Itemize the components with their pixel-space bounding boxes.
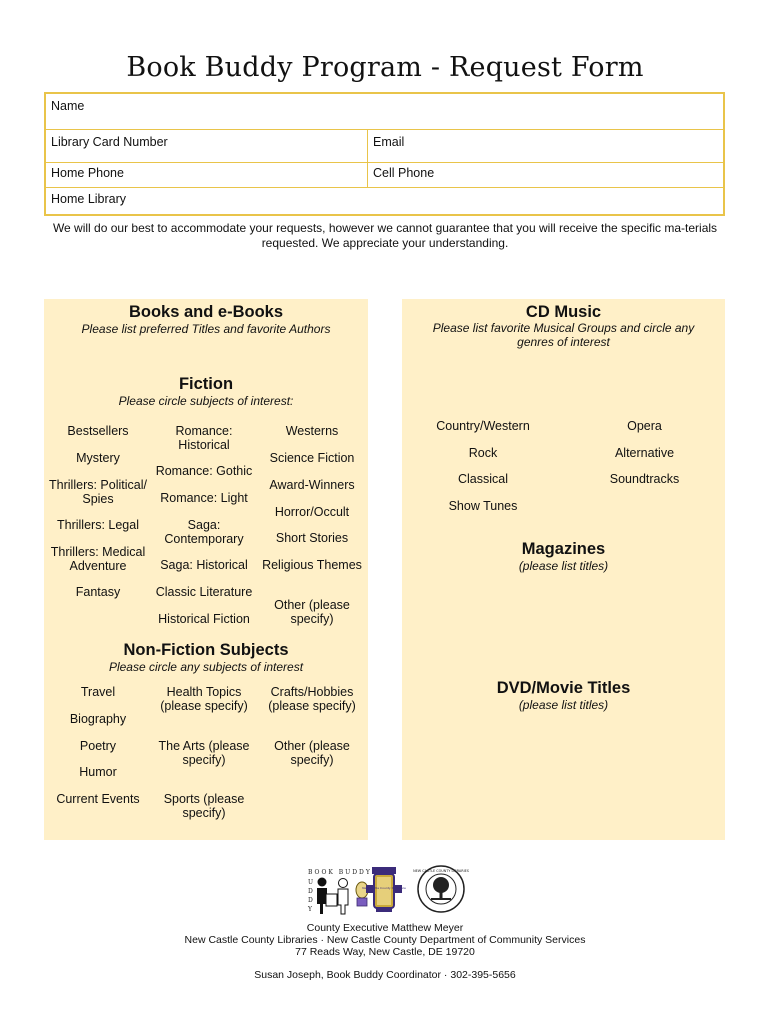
fiction-option[interactable]: Westerns xyxy=(285,424,339,438)
fiction-option[interactable]: Other (please specify) xyxy=(274,598,350,626)
nonfiction-option[interactable]: Humor xyxy=(79,765,117,779)
county-seal-logo xyxy=(362,867,406,913)
fiction-option[interactable]: Religious Themes xyxy=(262,558,362,572)
cd-heading: CD Music xyxy=(525,303,602,321)
phone-row xyxy=(46,163,723,188)
magazines-heading: Magazines xyxy=(521,540,606,558)
fiction-option[interactable]: Romance: Light xyxy=(160,491,248,505)
cd-genre-option[interactable]: Alternative xyxy=(614,446,675,460)
card-email-row xyxy=(46,130,723,163)
cell-phone-field[interactable]: Cell Phone xyxy=(367,163,723,187)
home-library-field[interactable]: Home Library xyxy=(51,192,127,206)
book-buddy-wordmark: BOOK BUDDY xyxy=(308,869,372,876)
nonfiction-option[interactable]: Crafts/Hobbies (please specify) xyxy=(268,685,356,713)
cd-genre-option[interactable]: Soundtracks xyxy=(609,472,680,486)
magazines-subtitle: (please list titles) xyxy=(518,559,609,573)
media-panel xyxy=(402,299,725,840)
svg-text:U: U xyxy=(308,879,314,886)
nccl-logo xyxy=(413,864,469,914)
fiction-option[interactable]: Saga: Historical xyxy=(160,558,248,572)
fiction-subtitle: Please circle subjects of interest: xyxy=(118,394,294,408)
footer-executive: County Executive Matthew Meyer xyxy=(306,922,464,934)
svg-text:D: D xyxy=(308,888,313,895)
dvd-heading: DVD/Movie Titles xyxy=(496,679,631,697)
fiction-option[interactable]: Mystery xyxy=(76,451,120,465)
nonfiction-option[interactable]: Poetry xyxy=(79,739,117,753)
nonfiction-option[interactable]: Health Topics (please specify) xyxy=(160,685,248,713)
page-title: Book Buddy Program - Request Form xyxy=(126,52,644,83)
nonfiction-option[interactable]: Biography xyxy=(69,712,127,726)
nonfiction-option[interactable]: The Arts (please specify) xyxy=(158,739,250,767)
svg-text:D: D xyxy=(308,897,313,904)
fiction-option[interactable]: Thrillers: Political/ Spies xyxy=(49,478,147,506)
fiction-option[interactable]: Romance: Historical xyxy=(175,424,233,452)
nonfiction-subtitle: Please circle any subjects of interest xyxy=(108,660,304,674)
cd-genre-option[interactable]: Show Tunes xyxy=(448,499,518,513)
svg-text:Y: Y xyxy=(308,906,312,913)
nonfiction-option[interactable]: Other (please specify) xyxy=(274,739,350,767)
cd-genre-option[interactable]: Classical xyxy=(457,472,508,486)
fiction-option[interactable]: Thrillers: Legal xyxy=(57,518,139,532)
fiction-option[interactable]: Science Fiction xyxy=(269,451,355,465)
nonfiction-heading: Non-Fiction Subjects xyxy=(123,641,289,659)
home-phone-field[interactable]: Home Phone xyxy=(51,166,124,180)
email-field[interactable]: Email xyxy=(367,130,723,162)
fiction-option[interactable]: Fantasy xyxy=(75,585,121,599)
nonfiction-option[interactable]: Travel xyxy=(80,685,116,699)
fiction-option[interactable]: Horror/Occult xyxy=(274,505,350,519)
fiction-option[interactable]: Classic Literature xyxy=(155,585,253,599)
county-seal-text: New Castle County Delaware xyxy=(362,886,406,890)
cd-genre-option[interactable]: Opera xyxy=(627,419,662,433)
fiction-option[interactable]: Historical Fiction xyxy=(158,612,250,626)
dvd-subtitle: (please list titles) xyxy=(518,698,609,712)
library-card-field[interactable]: Library Card Number xyxy=(51,135,168,149)
footer-address: 77 Reads Way, New Castle, DE 19720 xyxy=(295,946,475,958)
name-field[interactable]: Name xyxy=(51,99,85,113)
fiction-heading: Fiction xyxy=(178,375,234,393)
cd-genre-option[interactable]: Country/Western xyxy=(436,419,530,433)
cd-genre-option[interactable]: Rock xyxy=(468,446,498,460)
fiction-option[interactable]: Award-Winners xyxy=(269,478,355,492)
contact-info-table xyxy=(44,92,725,216)
notice-text: We will do our best to accommodate your requests, however we cannot guarantee that you will receive the specific ma-terials requested. We appreciate your understanding. xyxy=(52,221,718,250)
cd-subtitle: Please list favorite Musical Groups and circle any genres of interest xyxy=(432,321,695,349)
library-row xyxy=(46,188,723,214)
fiction-option[interactable]: Saga: Contemporary xyxy=(164,518,244,546)
nonfiction-option[interactable]: Sports (please specify) xyxy=(163,792,245,820)
nonfiction-option[interactable]: Current Events xyxy=(56,792,140,806)
fiction-option[interactable]: Short Stories xyxy=(275,531,349,545)
books-panel xyxy=(44,299,368,840)
name-row xyxy=(46,94,723,130)
footer-departments: New Castle County Libraries · New Castle County Department of Community Services xyxy=(184,934,586,946)
fiction-option[interactable]: Bestsellers xyxy=(67,424,129,438)
footer-coordinator: Susan Joseph, Book Buddy Coordinator · 302-395-5656 xyxy=(254,969,516,981)
nccl-logo-text: NEW CASTLE COUNTY LIBRARIES xyxy=(413,869,469,873)
fiction-option[interactable]: Thrillers: Medical Adventure xyxy=(50,545,146,573)
fiction-option[interactable]: Romance: Gothic xyxy=(155,464,253,478)
books-subtitle: Please list preferred Titles and favorite Authors xyxy=(81,322,331,336)
books-heading: Books and e-Books xyxy=(128,303,284,321)
